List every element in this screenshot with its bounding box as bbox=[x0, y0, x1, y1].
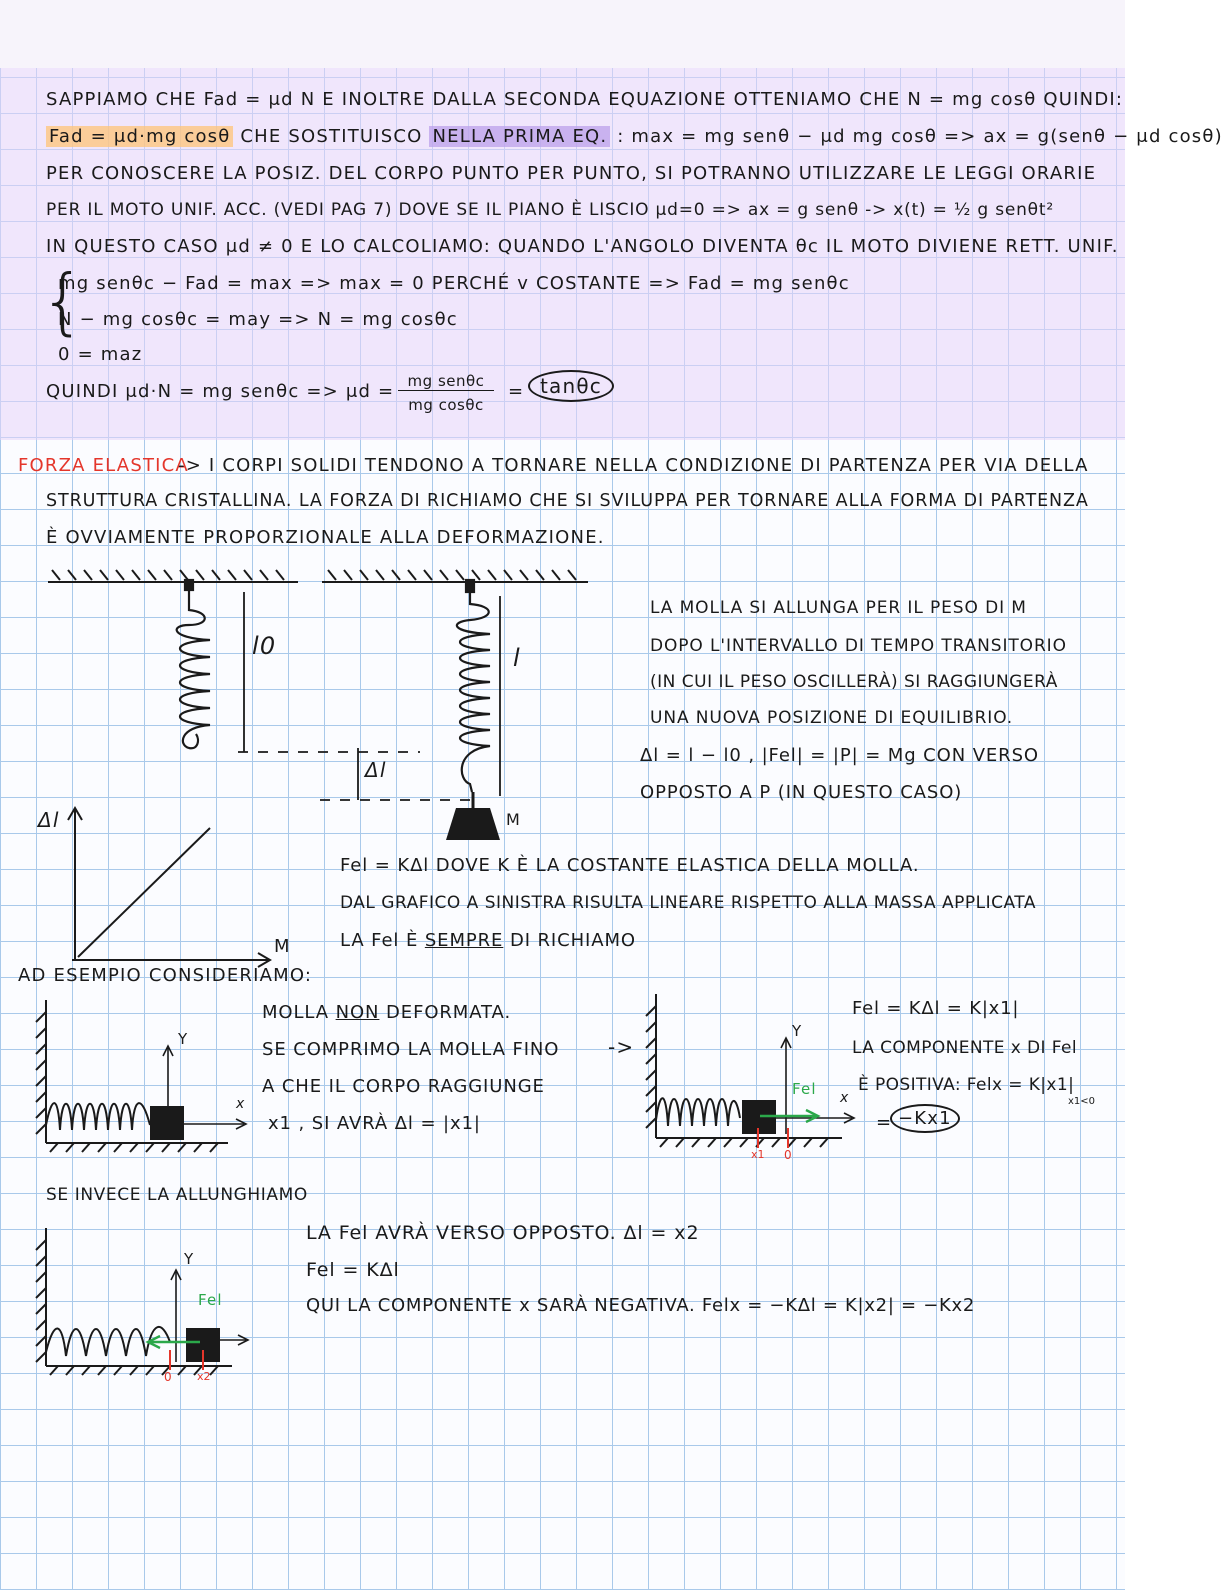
fel-note-2: DAL GRAFICO A SINISTRA RISULTA LINEARE RISPETTO ALLA MASSA APPLICATA bbox=[340, 893, 1036, 913]
fraction-numerator: mg senθc bbox=[398, 372, 494, 391]
example-2-axis-x: x bbox=[840, 1090, 850, 1106]
dimension-l0 bbox=[238, 592, 420, 752]
spring-note-6: OPPOSTO A P (IN QUESTO CASO) bbox=[640, 782, 963, 803]
example-right-eq: = bbox=[876, 1112, 893, 1133]
forza-elastica-line-2: STRUTTURA CRISTALLINA. LA FORZA DI RICHIAMO CHE SI SVILUPPA PER TORNARE ALLA FORMA DI PARTENZA bbox=[46, 491, 1089, 511]
fel-note-3 bbox=[340, 930, 636, 951]
equals-sign: = bbox=[508, 381, 525, 402]
spring-unstretched bbox=[177, 580, 210, 748]
stretch-axis-y: Y bbox=[184, 1250, 195, 1268]
example-line-1 bbox=[262, 1002, 511, 1023]
example-right-3: È POSITIVA: Felx = K|x1| bbox=[858, 1075, 1075, 1095]
fraction-denominator: mg cosθc bbox=[408, 396, 484, 414]
example-right-2: LA COMPONENTE x DI Fel bbox=[852, 1038, 1077, 1058]
top-line-4: PER IL MOTO UNIF. ACC. (VEDI PAG 7) DOVE SE IL PIANO È LISCIO μd=0 => ax = g senθ -> x(t) = ½ g senθt² bbox=[46, 200, 1054, 220]
example-2-fel-label: Fel bbox=[792, 1080, 817, 1098]
spring-stretched bbox=[457, 580, 490, 792]
stretch-heading: SE INVECE LA ALLUNGHIAMO bbox=[46, 1185, 308, 1205]
graph-axes bbox=[68, 808, 270, 967]
fel-note-1: Fel = KΔl DOVE K È LA COSTANTE ELASTICA DELLA MOLLA. bbox=[340, 855, 920, 876]
graph-ylabel: Δl bbox=[38, 808, 60, 832]
example-2-x1-label: x1 bbox=[751, 1148, 765, 1161]
example-2-axis-y: Y bbox=[792, 1022, 803, 1040]
fel-note-3a: LA Fel È bbox=[340, 930, 419, 951]
ceiling-right bbox=[322, 570, 588, 582]
example-arrow: -> bbox=[608, 1035, 635, 1059]
system-brace: { bbox=[40, 259, 86, 343]
fel-note-3b: SEMPRE bbox=[424, 930, 504, 951]
ceiling-left bbox=[48, 570, 298, 582]
dimension-l bbox=[320, 596, 500, 800]
example-2-zero-label: 0 bbox=[784, 1148, 792, 1162]
example-line-2: SE COMPRIMO LA MOLLA FINO bbox=[262, 1039, 560, 1060]
stretch-line-2: Fel = KΔl bbox=[306, 1259, 400, 1281]
quindi-line: QUINDI μd·N = mg senθc => μd = bbox=[46, 381, 395, 402]
example-1-axis-x: x bbox=[236, 1096, 246, 1112]
stretch-line-1: LA Fel AVRÀ VERSO OPPOSTO. Δl = x2 bbox=[306, 1222, 700, 1244]
top-line-3: PER CONOSCERE LA POSIZ. DEL CORPO PUNTO PER PUNTO, SI POTRANNO UTILIZZARE LE LEGGI ORARIE bbox=[46, 163, 1097, 184]
top-line-5: IN QUESTO CASO μd ≠ 0 E LO CALCOLIAMO: QUANDO L'ANGOLO DIVENTA θc IL MOTO DIVIENE RETT. UNIF. bbox=[46, 236, 1119, 257]
example-right-result: −Kx1 bbox=[890, 1104, 960, 1133]
graph-line bbox=[78, 828, 210, 957]
example-heading: AD ESEMPIO CONSIDERIAMO: bbox=[18, 965, 313, 986]
top-line-2b: CHE SOSTITUISCO bbox=[240, 126, 423, 147]
highlight-prima-eq: NELLA PRIMA EQ. bbox=[429, 126, 610, 147]
spring-note-2: DOPO L'INTERVALLO DI TEMPO TRANSITORIO bbox=[650, 636, 1067, 656]
label-l: l bbox=[513, 644, 521, 672]
fel-note-3c: DI RICHIAMO bbox=[509, 930, 636, 951]
label-l0: l0 bbox=[252, 632, 277, 660]
system-eq-3: 0 = maz bbox=[58, 344, 143, 365]
example-line-1a: MOLLA bbox=[262, 1002, 329, 1023]
spring-note-3: (IN CUI IL PESO OSCILLERÀ) SI RAGGIUNGERÀ bbox=[650, 672, 1058, 692]
stretch-zero-label: 0 bbox=[164, 1370, 172, 1384]
graph-xlabel: M bbox=[274, 936, 291, 957]
top-line-2d: : max = mg senθ − μd mg cosθ => ax = g(senθ − μd cosθ) bbox=[617, 126, 1223, 147]
spring-note-1: LA MOLLA SI ALLUNGA PER IL PESO DI M bbox=[650, 598, 1027, 618]
example-right-1: Fel = KΔl = K|x1| bbox=[852, 998, 1020, 1019]
label-delta-l: Δl bbox=[365, 758, 387, 782]
block-example-1 bbox=[150, 1106, 184, 1140]
example-line-4: x1 , SI AVRÀ Δl = |x1| bbox=[268, 1113, 481, 1134]
system-eq-2: N − mg cosθc = may => N = mg cosθc bbox=[58, 309, 458, 330]
top-line-1: SAPPIAMO CHE Fad = μd N E INOLTRE DALLA SECONDA EQUAZIONE OTTENIAMO CHE N = mg cosθ QUINDI: bbox=[46, 89, 1124, 110]
stretch-fel-label: Fel bbox=[198, 1291, 223, 1309]
stretch-line-3: QUI LA COMPONENTE x SARÀ NEGATIVA. Felx = −KΔl = K|x2| = −Kx2 bbox=[306, 1295, 975, 1316]
example-line-3: A CHE IL CORPO RAGGIUNGE bbox=[262, 1076, 545, 1097]
spring-example-1 bbox=[46, 1103, 150, 1130]
example-line-1b: NON bbox=[335, 1002, 380, 1023]
forza-elastica-heading: FORZA ELASTICA bbox=[18, 455, 189, 476]
example-line-1c: DEFORMATA. bbox=[386, 1002, 512, 1023]
highlight-fad: Fad = μd·mg cosθ bbox=[46, 126, 233, 147]
forza-elastica-line-1: -> I CORPI SOLIDI TENDONO A TORNARE NELLA CONDIZIONE DI PARTENZA PER VIA DELLA bbox=[178, 455, 1089, 476]
system-eq-1: mg senθc − Fad = max => max = 0 PERCHÉ v COSTANTE => Fad = mg senθc bbox=[58, 273, 850, 294]
example-right-note: x1<0 bbox=[1068, 1096, 1096, 1107]
spring-note-5: Δl = l − l0 , |Fel| = |P| = Mg CON VERSO bbox=[640, 745, 1039, 766]
stretch-x2-label: x2 bbox=[197, 1370, 211, 1383]
spring-note-4: UNA NUOVA POSIZIONE DI EQUILIBRIO. bbox=[650, 708, 1014, 728]
forza-elastica-line-3: È OVVIAMENTE PROPORZIONALE ALLA DEFORMAZIONE. bbox=[46, 527, 605, 548]
label-M: M bbox=[506, 810, 522, 829]
spring-example-2 bbox=[656, 1098, 740, 1126]
result-tan-theta: tanθc bbox=[528, 370, 614, 402]
mass-M bbox=[446, 792, 500, 840]
example-1-axis-y: Y bbox=[178, 1030, 189, 1048]
